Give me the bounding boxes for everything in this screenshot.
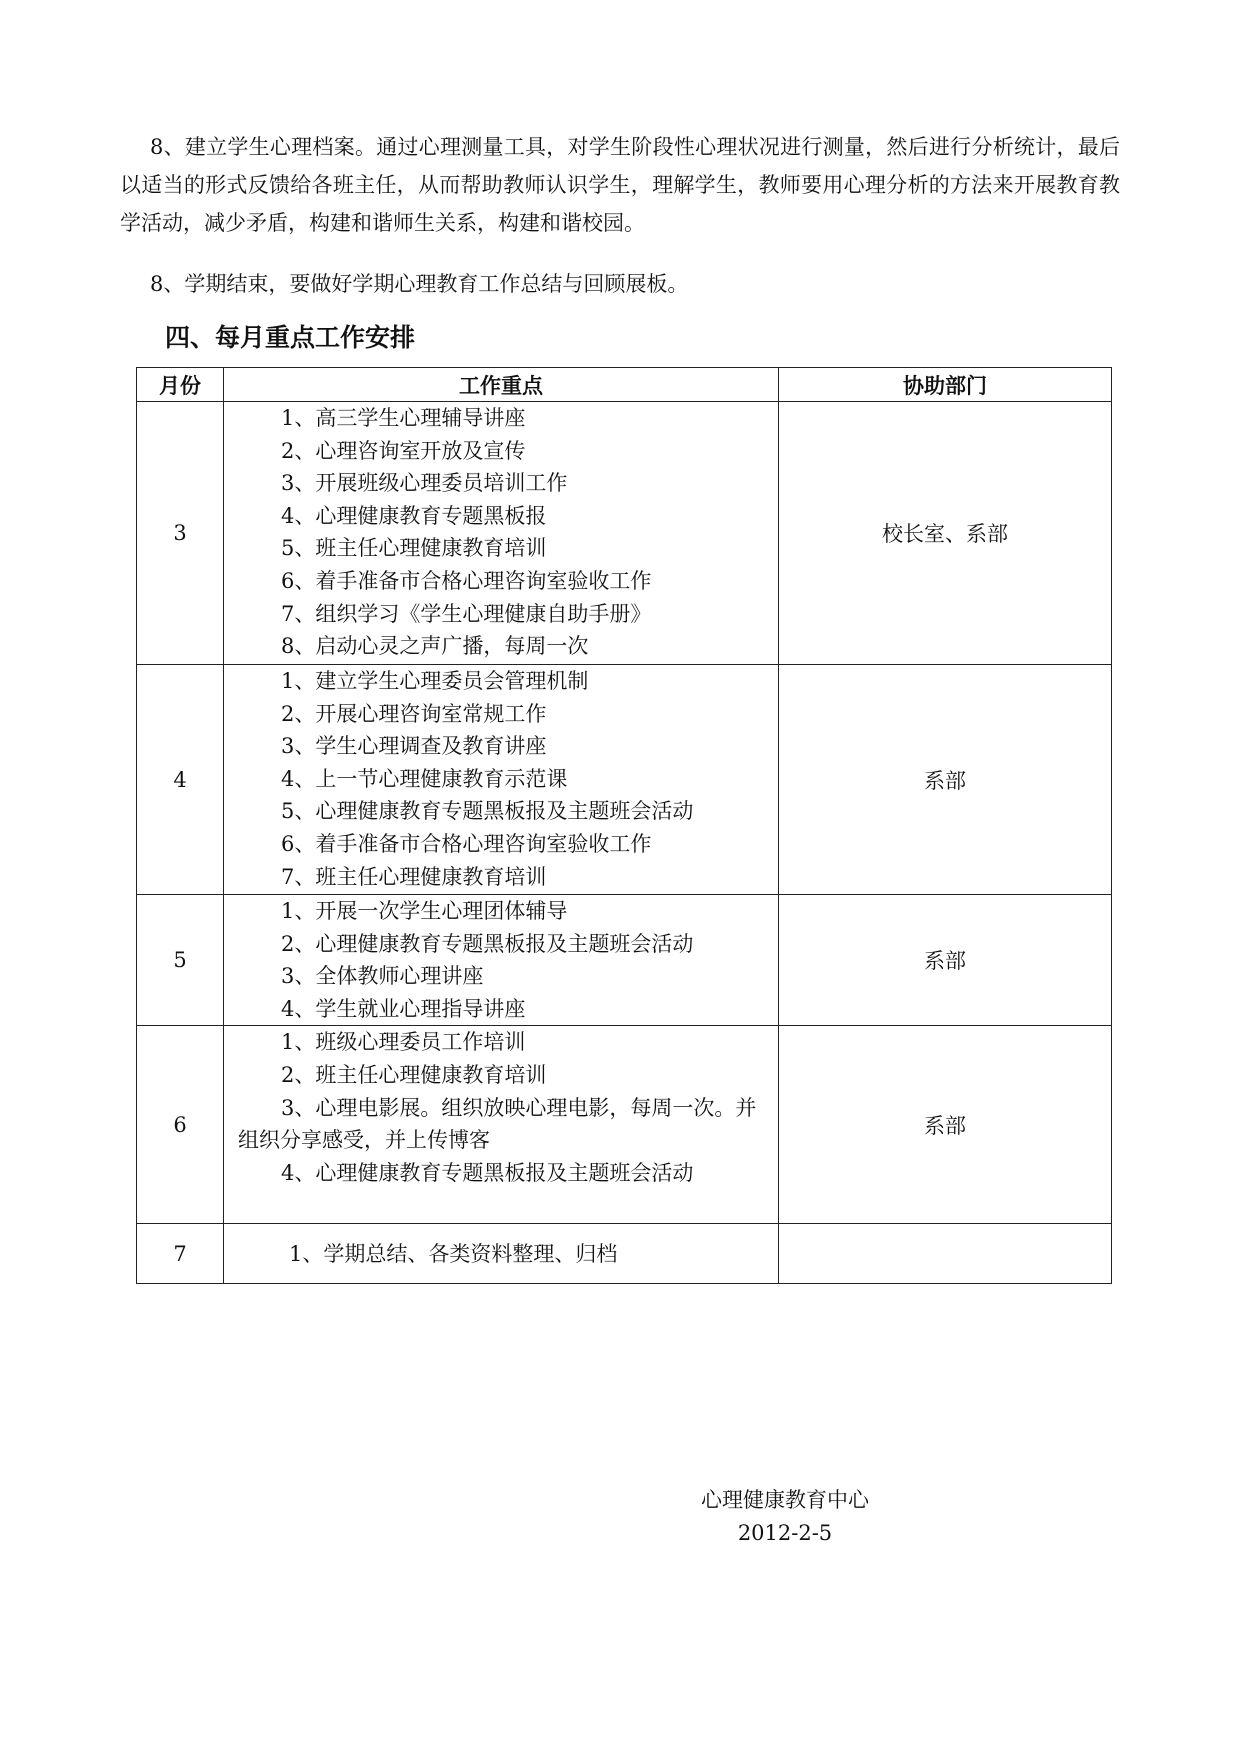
dept-cell: 校长室、系部 [779, 402, 1112, 665]
task-item: 4、心理健康教育专题黑板报及主题班会活动 [281, 1160, 694, 1185]
task-item: 4、上一节心理健康教育示范课 [281, 766, 568, 791]
tasks-cell [224, 1224, 779, 1284]
month-cell: 7 [137, 1224, 224, 1284]
dept-cell: 系部 [779, 1026, 1112, 1224]
signoff-date: 2012-2-5 [737, 1521, 833, 1545]
task-item: 2、开展心理咨询室常规工作 [281, 701, 547, 726]
task-item: 1、班级心理委员工作培训 [281, 1030, 526, 1055]
table-row [137, 895, 1112, 1026]
tasks-cell [224, 402, 779, 665]
table-row [137, 1026, 1112, 1224]
task-item: 3、全体教师心理讲座 [281, 964, 484, 989]
task-item: 4、学生就业心理指导讲座 [281, 996, 526, 1021]
month-cell: 4 [137, 665, 224, 895]
task-item: 5、心理健康教育专题黑板报及主题班会活动 [281, 799, 694, 824]
task-item: 3、开展班级心理委员培训工作 [281, 471, 568, 496]
table-row [137, 665, 1112, 895]
header-dept: 协助部门 [779, 368, 1112, 402]
task-item: 1、高三学生心理辅导讲座 [281, 406, 526, 430]
task-item: 8、启动心灵之声广播，每周一次 [281, 634, 589, 659]
task-item: 3、学生心理调查及教育讲座 [281, 734, 547, 759]
task-item: 1、建立学生心理委员会管理机制 [281, 669, 589, 693]
task-item: 2、班主任心理健康教育培训 [281, 1062, 547, 1087]
task-item: 6、着手准备市合格心理咨询室验收工作 [281, 568, 652, 593]
task-item: 2、心理健康教育专题黑板报及主题班会活动 [281, 931, 694, 956]
monthly-schedule-table [136, 367, 1112, 1284]
dept-cell: 系部 [779, 665, 1112, 895]
task-item: 4、心理健康教育专题黑板报 [281, 503, 547, 528]
header-tasks: 工作重点 [224, 368, 779, 402]
task-item: 1、开展一次学生心理团体辅导 [281, 899, 568, 923]
section-heading: 四、每月重点工作安排 [165, 323, 416, 352]
header-month: 月份 [137, 368, 224, 402]
task-item: 5、班主任心理健康教育培训 [281, 536, 547, 561]
month-cell: 5 [137, 895, 224, 1026]
task-item: 7、组织学习《学生心理健康自助手册》 [281, 601, 652, 626]
paragraph-archives: 8、建立学生心理档案。通过心理测量工具，对学生阶段性心理状况进行测量，然后进行分析统计，最后以适当的形式反馈给各班主任，从而帮助教师认识学生，理解学生，教师要用心理分析的方法来开展教育教学活动，减少矛盾，构建和谐师生关系，构建和谐校园。 [120, 135, 1120, 235]
task-item: 1、学期总结、各类资料整理、归档 [289, 1241, 618, 1266]
month-cell: 6 [137, 1026, 224, 1224]
dept-cell: 系部 [779, 895, 1112, 1026]
table-row [137, 402, 1112, 665]
tasks-cell [224, 895, 779, 1026]
dept-cell [779, 1224, 1112, 1284]
signoff-organization: 心理健康教育中心 [701, 1488, 869, 1512]
task-item: 2、心理咨询室开放及宣传 [281, 438, 526, 463]
table-header-row [137, 368, 1112, 402]
paragraph-term-end: 8、学期结束，要做好学期心理教育工作总结与回顾展板。 [150, 272, 689, 296]
table-row [137, 1224, 1112, 1284]
month-cell: 3 [137, 402, 224, 665]
tasks-cell [224, 1026, 779, 1224]
task-item: 6、着手准备市合格心理咨询室验收工作 [281, 831, 652, 856]
task-item: 3、心理电影展。组织放映心理电影，每周一次。并组织分享感受，并上传博客 [238, 1095, 757, 1153]
task-item: 7、班主任心理健康教育培训 [281, 864, 547, 889]
tasks-cell [224, 665, 779, 895]
